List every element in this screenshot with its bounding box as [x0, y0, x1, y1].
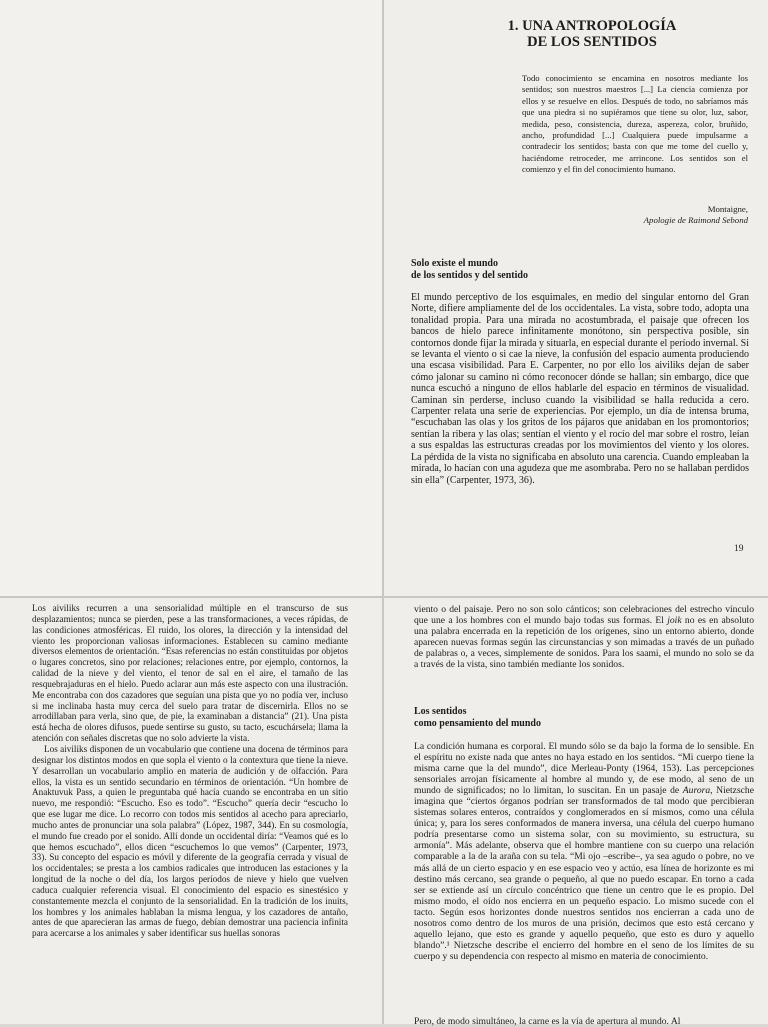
- right-column-content: [384, 0, 768, 1027]
- continued-paragraph: [414, 604, 754, 671]
- text-run: no es en absoluto una palabra encerrada en la repetición de los orígenes, sino un entorno abierto, donde aparecen nuevas formas según las circunstancias y son mimadas a través de un puñado de palabras o, a veces, simplemente de sonidos. Para los saami, el mundo no solo se da a través de la vista, sino también mediante los sonidos.: [414, 615, 754, 671]
- section-heading-2: [414, 706, 541, 730]
- section-2-body-text: [414, 741, 754, 962]
- blank-left-page: [0, 0, 382, 596]
- chapter-title-line2: DE LOS SENTIDOS: [527, 34, 657, 50]
- section-heading-2-line1: Los sentidos: [414, 706, 467, 717]
- section-body-text: El mundo perceptivo de los esquimales, en medio del singular entorno del Gran Norte, difiere ampliamente del de los occidentales. La vista, sobre todo, adopta una tonalidad propia. Para una mirada no acostumbrada, el paisaje que ofrecen los bancos de hielo parece infinitamente monótono, sin perspectiva posible, sin contornos donde fijar la mirada y situarla, en especial durante el período invernal. Si se levanta el viento o si cae la nieve, la confusión del espacio aumenta produciendo una escasa visibilidad. Para E. Carpenter, no por ello los aiviliks dejan de saber cómo jalonar su camino ni cómo reconocer dónde se hallan; sin embargo, dice que nunca escuchó a ninguno de ellos hablarle del espacio en términos de visualidad. Caminan sin perderse, incluso cuando la visibilidad se halla reducida a cero. Carpenter relata una serie de experiencias. Por ejemplo, un día de intensa bruma, “escuchaban las olas y los gritos de los pájaros que anidaban en los promontorios; sentían la ribera y las olas; sentían el viento y el rocío del mar sobre el rostro, leían a sus espaldas las estructuras creadas por los movimientos del viento y los olores. La pérdida de la vista no significaba en absoluto una carencia. Cuando empleaban la mirada, lo hacían con una agudeza que me asombraba. Pero no se hallaban perdidos sin ella” (Carpenter, 1973, 36).: [411, 292, 749, 486]
- chapter-title-line1: 1. UNA ANTROPOLOGÍA: [507, 18, 677, 34]
- section-heading-line2: de los sentidos y del sentido: [411, 270, 528, 281]
- text-run: La condición humana es corporal. El mundo sólo se da bajo la forma de lo sensible. En el espíritu no existe nada que antes no haya estado en los sentidos. “Mi cuerpo tiene la misma carne que la del mundo”, dice Merleau-Ponty (1964, 153). Las percepciones sensoriales arrojan físicamente al hombre al mundo y, de ese modo, al seno de un mundo de significados; no lo limitan, lo suscitan. En un pasaje de: [414, 741, 754, 797]
- section-heading-2-line2: como pensamiento del mundo: [414, 718, 541, 729]
- left-column-text: [32, 603, 348, 939]
- paragraph: Los aiviliks recurren a una sensorialidad múltiple en el transcurso de sus desplazamientos; nunca se pierden, pese a las transformaciones, a veces rápidas, de las condiciones atmosféricas. El ruido, los olores, la dirección y la intensidad del viento les proporcionan valiosas informaciones. Establecen su camino mediante diversos elementos de orientación. “Esas referencias no están constituidas por objetos o lugares concretos, sino por relaciones; relaciones entre, por ejemplo, contornos, la calidad de la nieve y del viento, el tenor de sal en el aire, el tamaño de las resquebrajaduras en el hielo. Puedo aclarar aun más este aspecto con una ilustración. Me encontraba con dos cazadores que seguían una pista que yo no podía ver, incluso si me inclinaba hasta muy cerca del suelo para tratar de discernirla. Ellos no se arrodillaban para verla, sino que, de pie, la examinaban a distancia” (21). Una pista está hecha de olores difusos, puede sentirse su gusto, su tacto, escuchársela; llama la atención con señales discretas que no solo advierte la vista.: [32, 603, 348, 744]
- section-heading-line1: Solo existe el mundo: [411, 258, 498, 269]
- italic-term: Aurora: [682, 785, 711, 797]
- italic-term: joik: [667, 615, 682, 627]
- epigraph-quote: Todo conocimiento se encamina en nosotros mediante los sentidos; son nuestros maestros [...] La ciencia comienza por ellos y se resuelve en ellos. Después de todo, no sabríamos más que una piedra si no supiéramos que tiene su olor, luz, sabor, medida, peso, consistencia, dureza, aspereza, color, bruñido, ancho, profundidad [...] Cualquiera puede impulsarme a contradecir los sentidos; basta con que me tome del cuello y, haciéndome retroceder, me arrincone. Los sentidos son el comienzo y el fin del conocimiento humano.: [522, 73, 748, 175]
- epigraph-author: Montaigne,: [707, 204, 748, 214]
- paragraph: Los aiviliks disponen de un vocabulario que contiene una docena de términos para designar los distintos modos en que sopla el viento o la contextura que tiene la nieve. Y desarrollan un vocabulario amplio en materia de audición y de olfacción. Para ellos, la vista es un sentido secundario en términos de orientación. “Un hombre de Anaktuvuk Pass, a quien le preguntaba qué hacía cuando se encontraba en un sitio nuevo, me respondió: “Escucho. Eso es todo”. “Escucho” quería decir “escucho lo que ese lugar me dice. Lo recorro con todos mis sentidos al acecho para apreciarlo, mucho antes de pronunciar una sola palabra” (López, 1987, 344). En su cosmología, el mundo fue creado por el sonido. Allí donde un occidental diría: “Veamos qué es lo que hemos escuchado”, ellos dicen “escuchemos lo que vemos” (Carpenter, 1973, 33). Su concepto del espacio es móvil y diferente de la geografía cerrada y visual de los occidentales; se presta a los cambios radicales que introducen las estaciones y la longitud de la noche o del día, los largos períodos de nieve y hielo que vuelven caduca cualquier referencia visual. El conocimiento del espacio es sinestésico y constantemente mezcla el conjunto de la sensorialidad. En la tradición de los inuits, los hombres y los animales hablaban la misma lengua, y los cazadores de antaño, antes de que aparecieran las armas de fuego, debían demostrar una paciencia infinita para acercarse a los animales y saber identificar sus huellas sonoras: [32, 743, 348, 939]
- cut-off-line: Pero, de modo simultáneo, la carne es la vía de apertura al mundo. Al: [414, 1016, 681, 1027]
- epigraph-source: Apologie de Raimond Sebond: [643, 215, 748, 225]
- page-number: 19: [734, 544, 744, 554]
- text-run: , Nietzsche imagina que “ciertos órganos podrían ser transformados de tal modo que percibieran sistemas solares enteros, contraídos y conglomerados en sí mismos, como una célula única; y, para los seres conformados de manera inversa, una célula del cuerpo humano podría presentarse como un sistema solar, con su movimiento, su estructura, su armonía”. Más adelante, observa que el hombre mantiene con su cuerpo una relación comparable a la de la araña con su tela. “Mi ojo –escribe–, ya sea agudo o pobre, no ve más allá de un cierto espacio y en ese espacio veo y actúo, esa línea de horizonte es mi destino más cercano, sea grande o pequeño, al que no puedo escapar. En torno a cada ser se extiende así un círculo concéntrico que tiene un centro que le es propio. Del mismo modo, el oído nos encierra en un pequeño espacio. Lo mismo sucede con el tacto. Según esos horizontes donde nuestros sentidos nos encierran a cada uno de nosotros como dentro de los muros de una prisión, decimos que esto está cercano y aquello lejano, que esto es grande y aquello pequeño, que esto es duro y aquello blando”.¹ Nietzsche describe el encierro del hombre en el seno de los límites de su cuerpo y su dependencia con respecto al mismo en materia de conocimiento.: [414, 785, 754, 962]
- text-run: viento o del paisaje. Pero no son solo cánticos; son celebraciones del estrecho vínculo que une a los hombres con el mundo bajo todas sus formas. El: [414, 604, 754, 627]
